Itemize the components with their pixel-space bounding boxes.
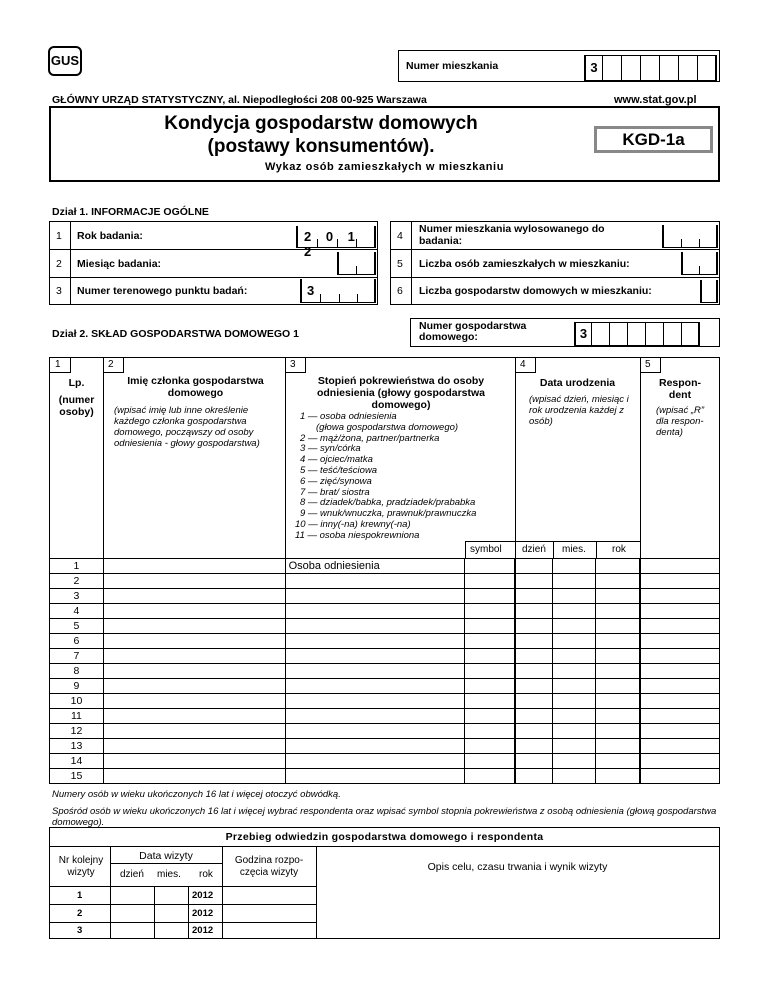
- grid-cell[interactable]: [285, 709, 465, 724]
- relation-9: 9 — wnuk/wnuczka, prawnuk/prawnuczka: [300, 508, 477, 520]
- grid-cell[interactable]: [103, 559, 285, 574]
- grid-cell[interactable]: [515, 574, 553, 589]
- relation-3: 3 — syn/córka: [300, 443, 361, 455]
- grid-cell[interactable]: [640, 769, 720, 784]
- row-number: 5: [50, 619, 104, 634]
- row-number: 7: [50, 649, 104, 664]
- grid-cell[interactable]: [465, 634, 515, 649]
- grid-cell[interactable]: [285, 634, 465, 649]
- grid-cell[interactable]: [285, 724, 465, 739]
- s1-num-1: 1: [56, 230, 62, 242]
- visits-col-nr: Nr kolejny wizyty: [58, 855, 104, 878]
- grid-cell[interactable]: [103, 574, 285, 589]
- visit-nr-1: 1: [77, 890, 83, 901]
- grid-cell[interactable]: [553, 574, 596, 589]
- relation-8: 8 — dziadek/babka, pradziadek/prababka: [300, 497, 476, 509]
- relation-11: 11 — osoba niespokrewniona: [295, 529, 420, 541]
- point-input[interactable]: [300, 279, 376, 303]
- section1-right: [390, 221, 720, 305]
- grid-cell[interactable]: [285, 679, 465, 694]
- grid-cell[interactable]: [596, 589, 640, 604]
- relation-cell[interactable]: Osoba odniesienia: [285, 559, 465, 574]
- grid-cell[interactable]: [515, 619, 553, 634]
- households-input[interactable]: [700, 280, 718, 303]
- col4-day: dzień: [522, 544, 546, 555]
- grid-cell[interactable]: [515, 754, 553, 769]
- s1-num-4: 4: [397, 230, 403, 242]
- grid-cell[interactable]: [515, 559, 553, 574]
- grid-cell[interactable]: [465, 649, 515, 664]
- year-input[interactable]: [296, 226, 376, 259]
- grid-cell[interactable]: [640, 649, 720, 664]
- grid-cell[interactable]: [103, 664, 285, 679]
- row-number: 3: [50, 589, 104, 604]
- grid-cell[interactable]: [553, 769, 596, 784]
- col5-title: Respon-dent: [659, 377, 701, 401]
- grid-cell[interactable]: [103, 694, 285, 709]
- row-number: 14: [50, 754, 104, 769]
- grid-cell[interactable]: [465, 604, 515, 619]
- grid-cell[interactable]: [640, 709, 720, 724]
- grid-cell[interactable]: [596, 694, 640, 709]
- s1-num-5: 5: [397, 258, 403, 270]
- s1-label-month: Miesiąc badania:: [77, 258, 162, 270]
- grid-cell[interactable]: [640, 574, 720, 589]
- section2-title: Dział 2. SKŁAD GOSPODARSTWA DOMOWEGO 1: [52, 328, 299, 340]
- grid-cell[interactable]: [465, 739, 515, 754]
- s1-label-persons: Liczba osób zamieszkałych w mieszkaniu:: [419, 258, 630, 270]
- grid-cell[interactable]: [285, 604, 465, 619]
- household-number-cells[interactable]: [574, 322, 700, 346]
- month-input[interactable]: [337, 252, 376, 275]
- grid-cell[interactable]: [103, 769, 285, 784]
- grid-cell[interactable]: [515, 679, 553, 694]
- grid-cell[interactable]: [515, 589, 553, 604]
- grid-cell[interactable]: [596, 709, 640, 724]
- grid-cell[interactable]: [596, 754, 640, 769]
- visits-col-desc: Opis celu, czasu trwania i wynik wizyty: [427, 861, 608, 873]
- section1-left: [49, 221, 378, 305]
- col3-symbol: symbol: [470, 544, 502, 555]
- s1-label-point: Numer terenowego punktu badań:: [77, 285, 248, 297]
- visit-nr-3: 3: [77, 925, 83, 936]
- logo-text: GUS: [50, 53, 80, 68]
- grid-cell[interactable]: [553, 634, 596, 649]
- row-number: 6: [50, 634, 104, 649]
- grid-cell[interactable]: [103, 649, 285, 664]
- grid-cell[interactable]: [553, 589, 596, 604]
- table-row: [50, 754, 720, 769]
- col4-title: Data urodzenia: [539, 377, 616, 389]
- relation-1: 1 — osoba odniesienia: [300, 411, 397, 422]
- grid-cell[interactable]: [465, 559, 515, 574]
- col4-month: mies.: [562, 544, 586, 555]
- grid-cell[interactable]: [465, 679, 515, 694]
- grid-cell[interactable]: [285, 769, 465, 784]
- grid-cell[interactable]: [640, 694, 720, 709]
- row-number: 8: [50, 664, 104, 679]
- grid-cell[interactable]: [553, 679, 596, 694]
- col4-note: (wpisać dzień, miesiąc i rok urodzenia każdej z osób): [529, 394, 629, 427]
- table-row: [50, 694, 720, 709]
- relation-list: [295, 411, 514, 542]
- grid-cell[interactable]: [103, 739, 285, 754]
- grid-cell[interactable]: [596, 619, 640, 634]
- grid-cell[interactable]: [515, 649, 553, 664]
- visits-col-day: dzień: [120, 869, 144, 880]
- row-number: 11: [50, 709, 104, 724]
- point-value: 3: [307, 283, 315, 298]
- table-row: [50, 709, 720, 724]
- s1-num-6: 6: [397, 285, 403, 297]
- row-number: 12: [50, 724, 104, 739]
- grid-cell[interactable]: [515, 694, 553, 709]
- grid-cell[interactable]: [553, 559, 596, 574]
- relation-4: 4 — ojciec/matka: [300, 454, 373, 466]
- row-number: 1: [50, 559, 104, 574]
- grid-cell[interactable]: [640, 589, 720, 604]
- col-num-1: 1: [55, 359, 61, 370]
- grid-cell[interactable]: [103, 604, 285, 619]
- grid-cell[interactable]: [596, 649, 640, 664]
- title-line2: (postawy konsumentów).: [207, 136, 435, 157]
- grid-cell[interactable]: [553, 604, 596, 619]
- col4-year: rok: [612, 544, 626, 555]
- row-number: 9: [50, 679, 104, 694]
- grid-cell[interactable]: [596, 724, 640, 739]
- grid-cell[interactable]: [640, 724, 720, 739]
- relation-10: 10 — inny(-na) krewny(-na): [295, 518, 411, 530]
- table-row: [50, 604, 720, 619]
- visits-table: [49, 827, 720, 939]
- table-row: [50, 679, 720, 694]
- grid-cell[interactable]: [553, 664, 596, 679]
- col5-note: (wpisać „R” dla respon-denta): [656, 405, 705, 438]
- visits-col-date: Data wizyty: [139, 850, 193, 862]
- table-row: [50, 649, 720, 664]
- grid-cell[interactable]: [596, 574, 640, 589]
- relation-5: 5 — teść/teściowa: [300, 464, 378, 476]
- grid-cell[interactable]: [103, 619, 285, 634]
- office-address: GŁÓWNY URZĄD STATYSTYCZNY, al. Niepodległości 208 00-925 Warszawa: [52, 94, 427, 106]
- grid-cell[interactable]: [640, 619, 720, 634]
- s1-label-flat: Numer mieszkania wylosowanego do badania:: [419, 223, 605, 247]
- grid-cell[interactable]: [285, 754, 465, 769]
- row-number: 13: [50, 739, 104, 754]
- grid-cell[interactable]: [596, 604, 640, 619]
- col-num-5: 5: [645, 359, 651, 370]
- persons-grid: [49, 558, 720, 784]
- grid-cell[interactable]: [465, 724, 515, 739]
- grid-cell[interactable]: [640, 664, 720, 679]
- flat-number-digit: 3: [584, 55, 603, 81]
- flat-number-label: Numer mieszkania: [406, 60, 499, 72]
- table-row: [50, 664, 720, 679]
- col-num-3: 3: [290, 359, 296, 370]
- footnote-1: Numery osób w wieku ukończonych 16 lat i więcej otoczyć obwódką.: [52, 789, 341, 800]
- visit-year-1[interactable]: 2012: [192, 890, 214, 901]
- title-line1: Kondycja gospodarstw domowych: [164, 113, 478, 134]
- grid-cell[interactable]: [640, 634, 720, 649]
- grid-cell[interactable]: [596, 664, 640, 679]
- table-row: [50, 559, 720, 574]
- col3-title: Stopień pokrewieństwa do osoby odniesienia (głowy gospodarstwa domowego): [316, 375, 486, 411]
- s1-label-households: Liczba gospodarstw domowych w mieszkaniu:: [419, 285, 652, 297]
- grid-cell[interactable]: [596, 559, 640, 574]
- visits-col-month: mies.: [157, 869, 181, 880]
- row-number: 4: [50, 604, 104, 619]
- table-row: [50, 619, 720, 634]
- year-value: 2 0 1 2: [304, 229, 361, 259]
- table-row: [50, 739, 720, 754]
- grid-cell[interactable]: [640, 754, 720, 769]
- persons-input[interactable]: [681, 252, 718, 275]
- row-number: 2: [50, 574, 104, 589]
- visits-col-hour: Godzina rozpo-częcia wizyty: [234, 855, 304, 878]
- grid-cell[interactable]: [285, 739, 465, 754]
- grid-cell[interactable]: [553, 694, 596, 709]
- grid-cell[interactable]: [103, 634, 285, 649]
- col-num-4: 4: [520, 359, 526, 370]
- section1-title: Dział 1. INFORMACJE OGÓLNE: [52, 206, 209, 218]
- grid-cell[interactable]: [640, 679, 720, 694]
- s1-num-3: 3: [56, 285, 62, 297]
- grid-cell[interactable]: [596, 769, 640, 784]
- grid-cell[interactable]: [553, 619, 596, 634]
- grid-cell[interactable]: [596, 679, 640, 694]
- grid-cell[interactable]: [285, 619, 465, 634]
- grid-cell[interactable]: [285, 649, 465, 664]
- title-box: [49, 106, 720, 182]
- grid-cell[interactable]: [553, 739, 596, 754]
- form-code: KGD-1a: [594, 126, 713, 153]
- grid-cell[interactable]: [465, 589, 515, 604]
- grid-cell[interactable]: [553, 754, 596, 769]
- grid-cell[interactable]: [596, 739, 640, 754]
- grid-cell[interactable]: [103, 754, 285, 769]
- grid-cell[interactable]: [465, 694, 515, 709]
- grid-cell[interactable]: [285, 664, 465, 679]
- grid-cell[interactable]: [465, 574, 515, 589]
- grid-cell[interactable]: [515, 739, 553, 754]
- grid-cell[interactable]: [553, 709, 596, 724]
- household-number-digit: 3: [574, 322, 592, 346]
- visit-nr-2: 2: [77, 908, 83, 919]
- relation-1-note: (głowa gospodarstwa domowego): [316, 421, 459, 433]
- grid-cell[interactable]: [596, 634, 640, 649]
- visits-title: Przebieg odwiedzin gospodarstwa domowego i respondenta: [225, 831, 544, 843]
- s1-num-2: 2: [56, 258, 62, 270]
- grid-cell[interactable]: [515, 709, 553, 724]
- col-num-2: 2: [108, 359, 114, 370]
- row-number: 10: [50, 694, 104, 709]
- table-row: [50, 574, 720, 589]
- visits-col-year: rok: [199, 869, 213, 880]
- col1-sub: (numer osoby): [58, 394, 95, 418]
- relation-6: 6 — zięć/synowa: [300, 475, 372, 487]
- grid-cell[interactable]: [640, 604, 720, 619]
- household-number-box: [410, 318, 720, 347]
- table-row: [50, 769, 720, 784]
- visit-year-3[interactable]: 2012: [192, 925, 214, 936]
- grid-cell[interactable]: [285, 589, 465, 604]
- gus-logo: [48, 46, 82, 76]
- col2-note: (wpisać imię lub inne określenie każdego członka gospodarstwa domowego, począwszy od osoby odniesienia - głowy gospodarstwa): [114, 405, 260, 449]
- grid-cell[interactable]: [553, 649, 596, 664]
- website: www.stat.gov.pl: [614, 94, 697, 106]
- s1-label-year: Rok badania:: [77, 230, 143, 242]
- grid-cell[interactable]: [103, 709, 285, 724]
- grid-cell[interactable]: [640, 739, 720, 754]
- col2-title: Imię członka gospodarstwa domowego: [127, 375, 264, 399]
- household-number-label: Numer gospodarstwa domowego:: [419, 320, 527, 343]
- grid-cell[interactable]: [285, 574, 465, 589]
- grid-cell[interactable]: [465, 754, 515, 769]
- grid-cell[interactable]: [640, 559, 720, 574]
- table-row: [50, 634, 720, 649]
- subtitle: Wykaz osób zamieszkałych w mieszkaniu: [264, 161, 505, 173]
- col1-title: Lp.: [68, 377, 85, 389]
- table-row: [50, 589, 720, 604]
- grid-cell[interactable]: [515, 634, 553, 649]
- grid-cell[interactable]: [465, 709, 515, 724]
- relation-2: 2 — mąż/żona, partner/partnerka: [300, 432, 440, 444]
- sampled-flat-input[interactable]: [662, 225, 718, 248]
- table-row: [50, 724, 720, 739]
- grid-cell[interactable]: [103, 679, 285, 694]
- grid-cell[interactable]: [553, 724, 596, 739]
- row-number: 15: [50, 769, 104, 784]
- grid-cell[interactable]: [465, 619, 515, 634]
- footnote-2: Spośród osób w wieku ukończonych 16 lat i więcej wybrać respondenta oraz wpisać symbol stopnia pokrewieństwa z osobą odniesienia (głową gospodarstwa domowego).: [52, 806, 717, 828]
- relation-7: 7 — brat/ siostra: [300, 486, 370, 498]
- flat-number-box: [398, 50, 720, 82]
- grid-cell[interactable]: [515, 664, 553, 679]
- grid-cell[interactable]: [515, 724, 553, 739]
- grid-cell[interactable]: [465, 664, 515, 679]
- visit-year-2[interactable]: 2012: [192, 908, 214, 919]
- grid-cell[interactable]: [515, 604, 553, 619]
- grid-cell[interactable]: [103, 589, 285, 604]
- flat-number-cells[interactable]: [584, 55, 717, 81]
- grid-cell[interactable]: [465, 769, 515, 784]
- grid-cell[interactable]: [515, 769, 553, 784]
- grid-cell[interactable]: [285, 694, 465, 709]
- grid-cell[interactable]: [103, 724, 285, 739]
